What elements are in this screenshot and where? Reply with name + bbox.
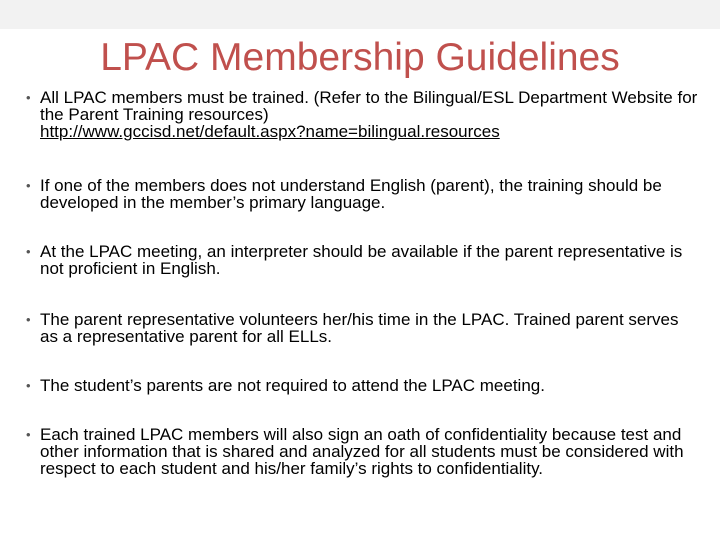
bullet-marker: • (26, 378, 31, 393)
bullet-marker: • (26, 178, 31, 193)
bullet-text: If one of the members does not understand English (parent), the training should be developed in the member’s primary language. (40, 176, 662, 212)
bullet-item (26, 89, 700, 140)
bullet-item (26, 377, 700, 394)
bullet-marker: • (26, 427, 31, 442)
bullet-text: At the LPAC meeting, an interpreter should be available if the parent representative is not proficient in English. (40, 242, 683, 278)
slide-title: LPAC Membership Guidelines (100, 36, 620, 79)
bullet-text: All LPAC members must be trained. (Refer to the Bilingual/ESL Department Website for the Parent Training resources) (40, 88, 698, 124)
bullet-item (26, 243, 700, 277)
bullet-item (26, 311, 700, 345)
bullet-item (26, 177, 700, 211)
bullet-marker: • (26, 312, 31, 327)
bullet-marker: • (26, 90, 31, 105)
bullet-marker: • (26, 244, 31, 259)
bullet-text: The student’s parents are not required to attend the LPAC meeting. (40, 376, 545, 395)
bullet-text: Each trained LPAC members will also sign an oath of confidentiality because test and other information that is shared and analyzed for all students must be considered with respect to each student and his/her family’s rights to confidentiality. (40, 425, 684, 478)
bilingual-resources-link[interactable]: http://www.gccisd.net/default.aspx?name=bilingual.resources (40, 122, 500, 141)
bullet-item (26, 426, 700, 477)
top-band (0, 0, 720, 29)
bullet-text: The parent representative volunteers her/his time in the LPAC. Trained parent serves as a representative parent for all ELLs. (40, 310, 679, 346)
